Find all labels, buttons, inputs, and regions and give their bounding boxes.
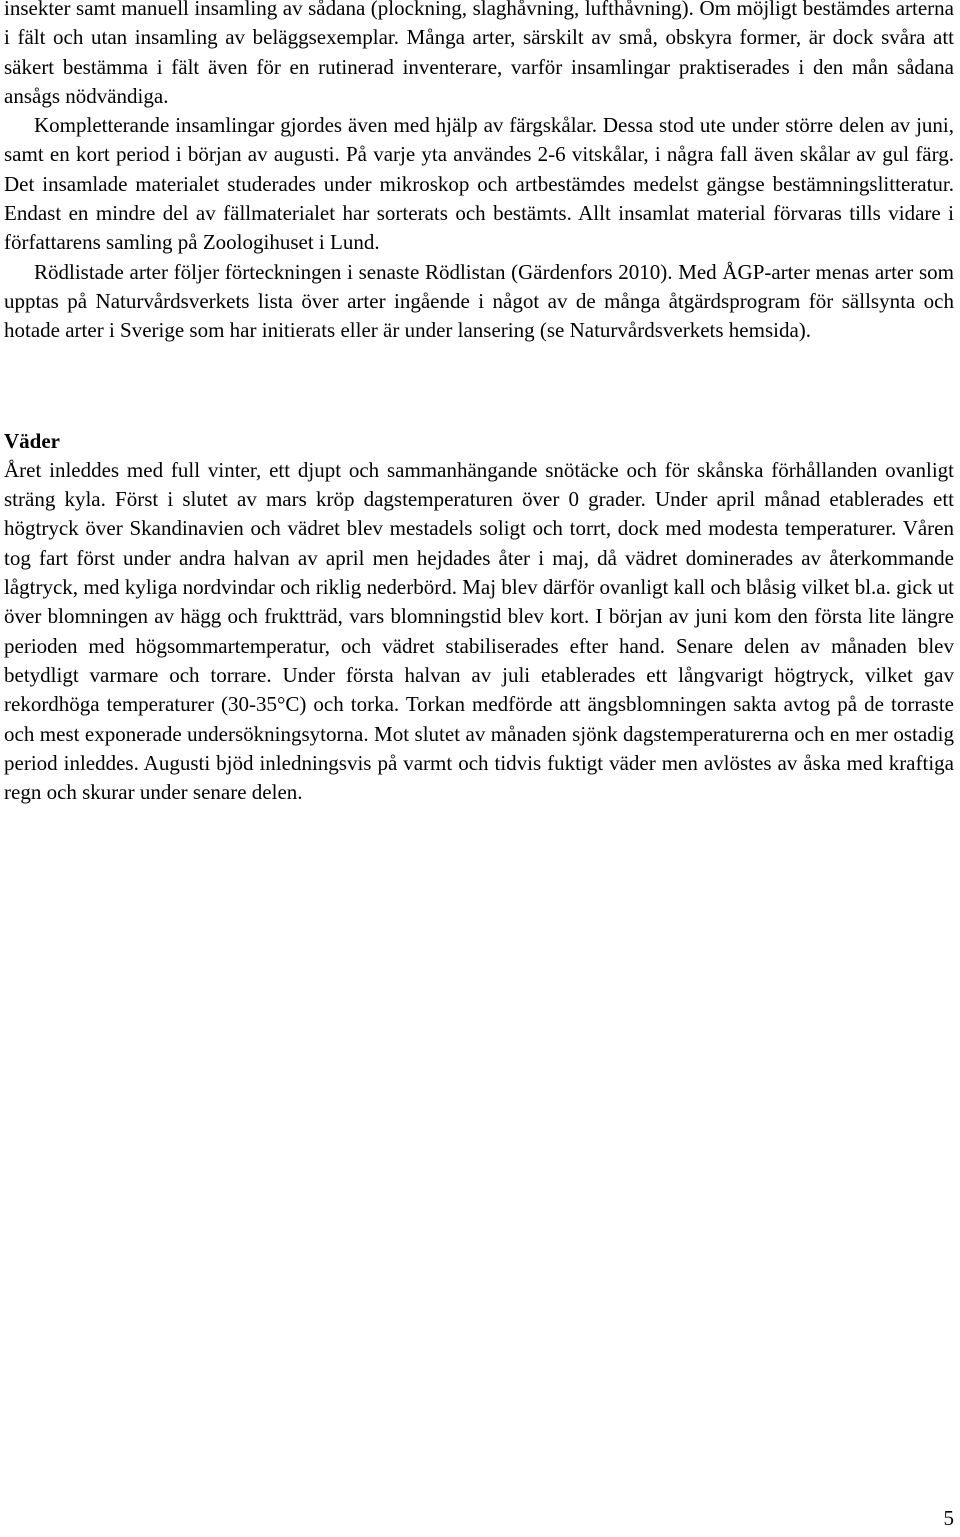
methods-paragraph-collection: insekter samt manuell insamling av sådana (plockning, slaghåvning, lufthåvning). Om möjligt bestämdes arterna i fält och utan insamling av beläggsexemplar. Många arter, särskilt av små, obskyra former, är dock svåra att säkert bestämma i fält även för en rutinerad inventerare, varför insamlingar praktiserades i den mån sådana ansågs nödvändiga. bbox=[4, 0, 954, 108]
methods-paragraph-redlist: Rödlistade arter följer förteckningen i senaste Rödlistan (Gärdenfors 2010). Med ÅGP-arter menas arter som upptas på Naturvårdsverkets lista över arter ingående i något av de många åtgärdsprogram för sällsynta och hotade arter i Sverige som har initierats eller är under lansering (se Naturvårdsverkets hemsida). bbox=[4, 259, 954, 343]
document-page bbox=[4, 0, 954, 807]
methods-paragraph-color-traps: Kompletterande insamlingar gjordes även med hjälp av färgskålar. Dessa stod ute under större delen av juni, samt en kort period i början av augusti. På varje yta användes 2-6 vitskålar, i några fall även skålar av gul färg. Det insamlade materialet studerades under mikroskop och artbestämdes medelst gängse bestämningslitteratur. Endast en mindre del av fällmaterialet har sorterats och bestämts. Allt insamlat material förvaras tills vidare i författarens samling på Zoologihuset i Lund. bbox=[4, 113, 954, 255]
page-number: 5 bbox=[943, 1506, 954, 1530]
section-heading-weather: Väder bbox=[4, 428, 60, 453]
weather-paragraph: Året inleddes med full vinter, ett djupt och sammanhängande snötäcke och för skånska förhållanden ovanligt sträng kyla. Först i slutet av mars kröp dagstemperaturen över 0 grader. Under april månad etablerades ett högtryck över Skandinavien och vädret blev mestadels soligt och torrt, dock med modesta temperaturer. Våren tog fart först under andra halvan av april men hejdades åter i maj, då vädret dominerades av återkommande lågtryck, med kyliga nordvindar och riklig nederbörd. Maj blev därför ovanligt kall och blåsig vilket bl.a. gick ut över blomningen av hägg och fruktträd, vars blomningstid blev kort. I början av juni kom den första lite längre perioden med högsommartemperatur, och vädret stabiliserades efter hand. Senare delen av månaden blev betydligt varmare och torrare. Under första halvan av juli etablerades ett långvarigt högtryck, vilket gav rekordhöga temperaturer (30-35°C) och torka. Torkan medförde att ängsblomningen sakta avtog på de torraste och mest exponerade undersökningsytorna. Mot slutet av månaden sjönk dagstemperaturerna och en mer ostadig period inleddes. Augusti bjöd inledningsvis på varmt och tidvis fuktigt väder men avlöstes av åska med kraftiga regn och skurar under senare delen. bbox=[4, 457, 954, 805]
